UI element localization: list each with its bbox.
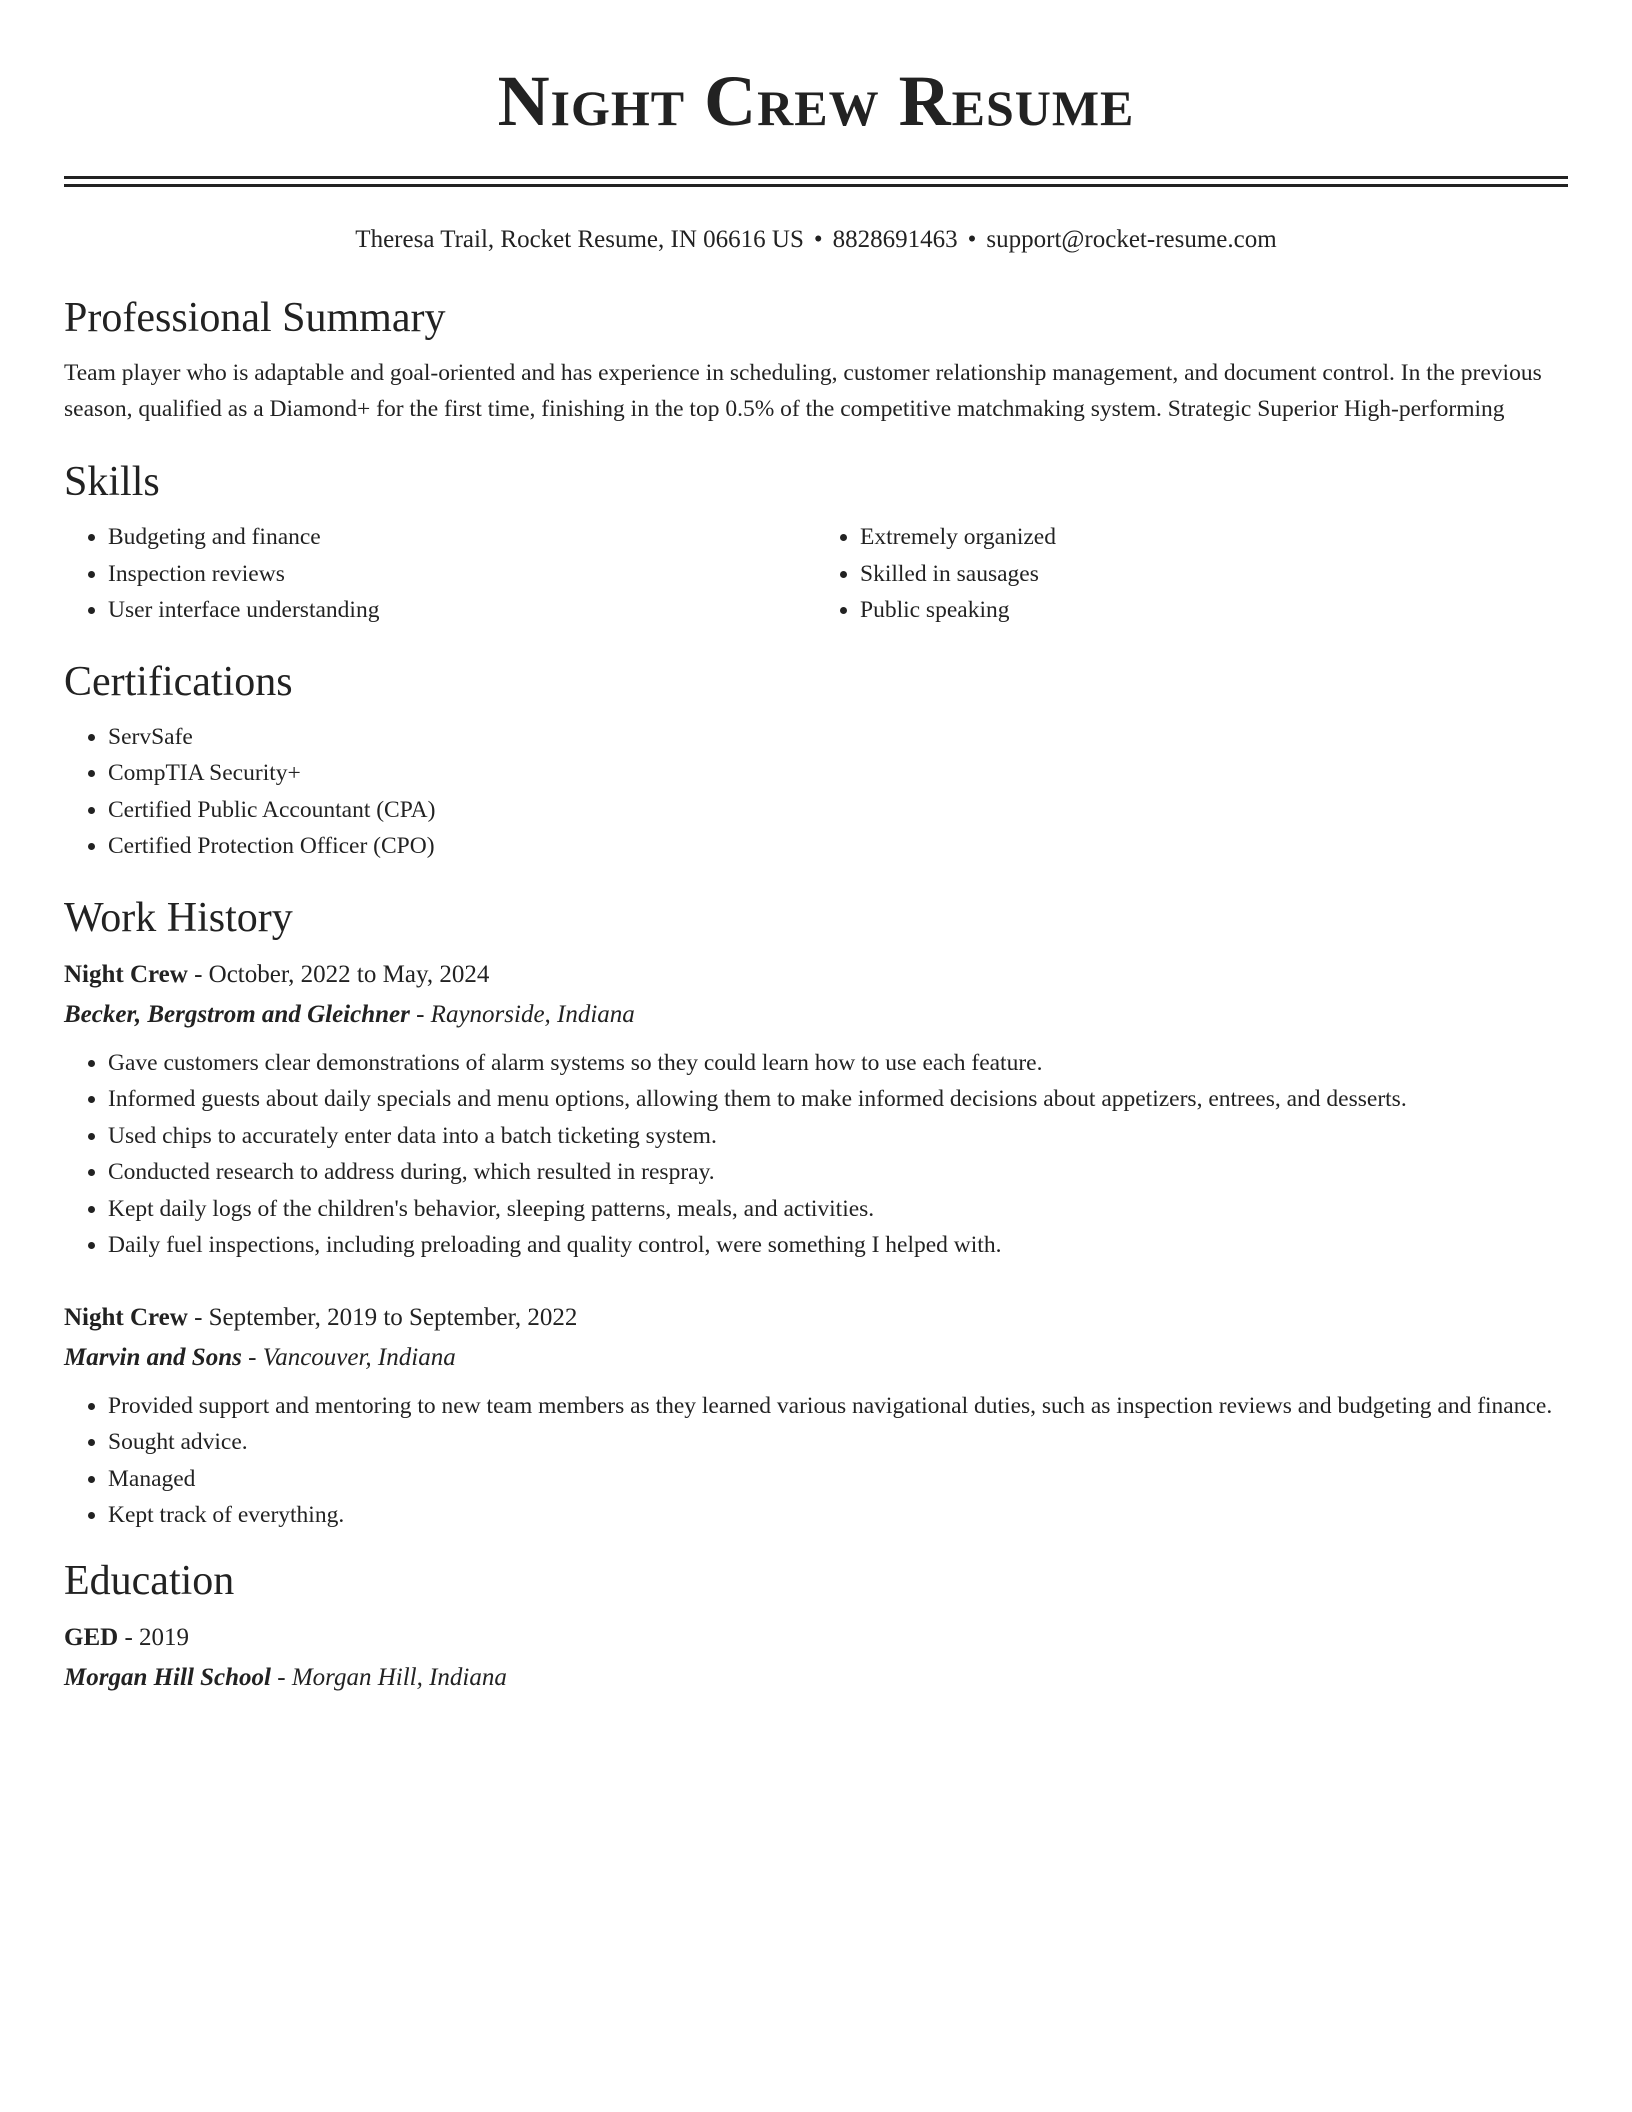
education-location: Morgan Hill, Indiana [291,1663,507,1691]
contact-address: Theresa Trail, Rocket Resume, IN 06616 US [355,226,804,253]
education-school: Morgan Hill School [64,1663,271,1691]
job-dates: September, 2019 to September, 2022 [208,1303,578,1331]
education-school-line [64,1658,1568,1698]
work-history-section [64,891,1568,1534]
header-double-rule [64,176,1568,187]
job-employer-line [64,1338,1568,1378]
skills-heading: Skills [64,459,160,505]
skill-item: • Extremely organized [860,519,1568,556]
dash: - [241,1343,263,1371]
dash: - [271,1663,292,1691]
job-bullets [64,1388,1568,1534]
job-employer: Marvin and Sons [64,1343,242,1371]
education-section [64,1554,1568,1698]
job-entry [64,1298,1568,1534]
job-bullet: • Gave customers clear demonstrations of alarm systems so they could learn how to use each feature. [108,1045,1568,1082]
skills-left-list [64,519,816,629]
certification-item: • Certified Public Accountant (CPA) [108,792,1568,829]
job-entry [64,955,1568,1264]
education-degree: GED [64,1623,119,1651]
contact-email: support@rocket-resume.com [986,226,1277,253]
job-bullet: • Managed [108,1461,1568,1498]
certification-item: • CompTIA Security+ [108,755,1568,792]
job-bullet: • Conducted research to address during, which resulted in respray. [108,1154,1568,1191]
contact-separator: • [813,226,823,253]
job-bullet: • Informed guests about daily specials and menu options, allowing them to make informed decisions about appetizers, entrees, and desserts. [108,1081,1568,1118]
dash: - [118,1623,140,1651]
job-bullets [64,1045,1568,1264]
job-title-line [64,1298,1568,1338]
job-employer: Becker, Bergstrom and Gleichner [64,1000,410,1028]
job-bullet: • Sought advice. [108,1424,1568,1461]
work-history-heading: Work History [64,894,293,941]
job-title: Night Crew [64,960,188,988]
skill-item: • User interface understanding [108,592,816,629]
job-title: Night Crew [64,1303,188,1331]
resume-title: Night Crew Resume [497,61,1135,141]
summary-section [64,291,1568,427]
certification-item: • Certified Protection Officer (CPO) [108,828,1568,865]
job-bullet: • Used chips to accurately enter data into a batch ticketing system. [108,1118,1568,1155]
job-location: Vancouver, Indiana [262,1343,456,1371]
job-bullet: • Daily fuel inspections, including preloading and quality control, were something I helped with. [108,1227,1568,1264]
skills-right-list [816,519,1568,629]
job-bullet: • Kept track of everything. [108,1497,1568,1534]
skills-columns [64,519,1568,629]
job-employer-line [64,995,1568,1035]
summary-heading: Professional Summary [64,295,446,341]
job-location: Raynorside, Indiana [430,1000,635,1028]
education-heading: Education [64,1557,235,1604]
dash: - [187,960,209,988]
job-bullet: • Provided support and mentoring to new team members as they learned various navigational duties, such as inspection reviews and budgeting and finance. [108,1388,1568,1425]
job-bullet: • Kept daily logs of the children's behavior, sleeping patterns, meals, and activities. [108,1191,1568,1228]
education-degree-line [64,1618,1568,1658]
certifications-list [64,719,1568,865]
skill-item: • Inspection reviews [108,556,816,593]
certifications-heading: Certifications [64,658,293,705]
education-year: 2019 [139,1623,190,1651]
skill-item: • Budgeting and finance [108,519,816,556]
job-dates: October, 2022 to May, 2024 [208,960,490,988]
skill-item: • Skilled in sausages [860,556,1568,593]
dash: - [187,1303,209,1331]
skills-section [64,455,1568,629]
dash: - [409,1000,431,1028]
contact-line [64,223,1568,257]
contact-phone: 8828691463 [832,226,958,253]
certifications-section [64,655,1568,865]
certification-item: • ServSafe [108,719,1568,756]
contact-separator: • [967,226,977,253]
summary-text: Team player who is adaptable and goal-oriented and has experience in scheduling, customer relationship management, and document control. In the previous season, qualified as a Diamond+ for the first time, finishing in the top 0.5% of the competitive matchmaking system. Strategic Superior High-performing [64,360,1542,422]
skill-item: • Public speaking [860,592,1568,629]
job-title-line [64,955,1568,995]
